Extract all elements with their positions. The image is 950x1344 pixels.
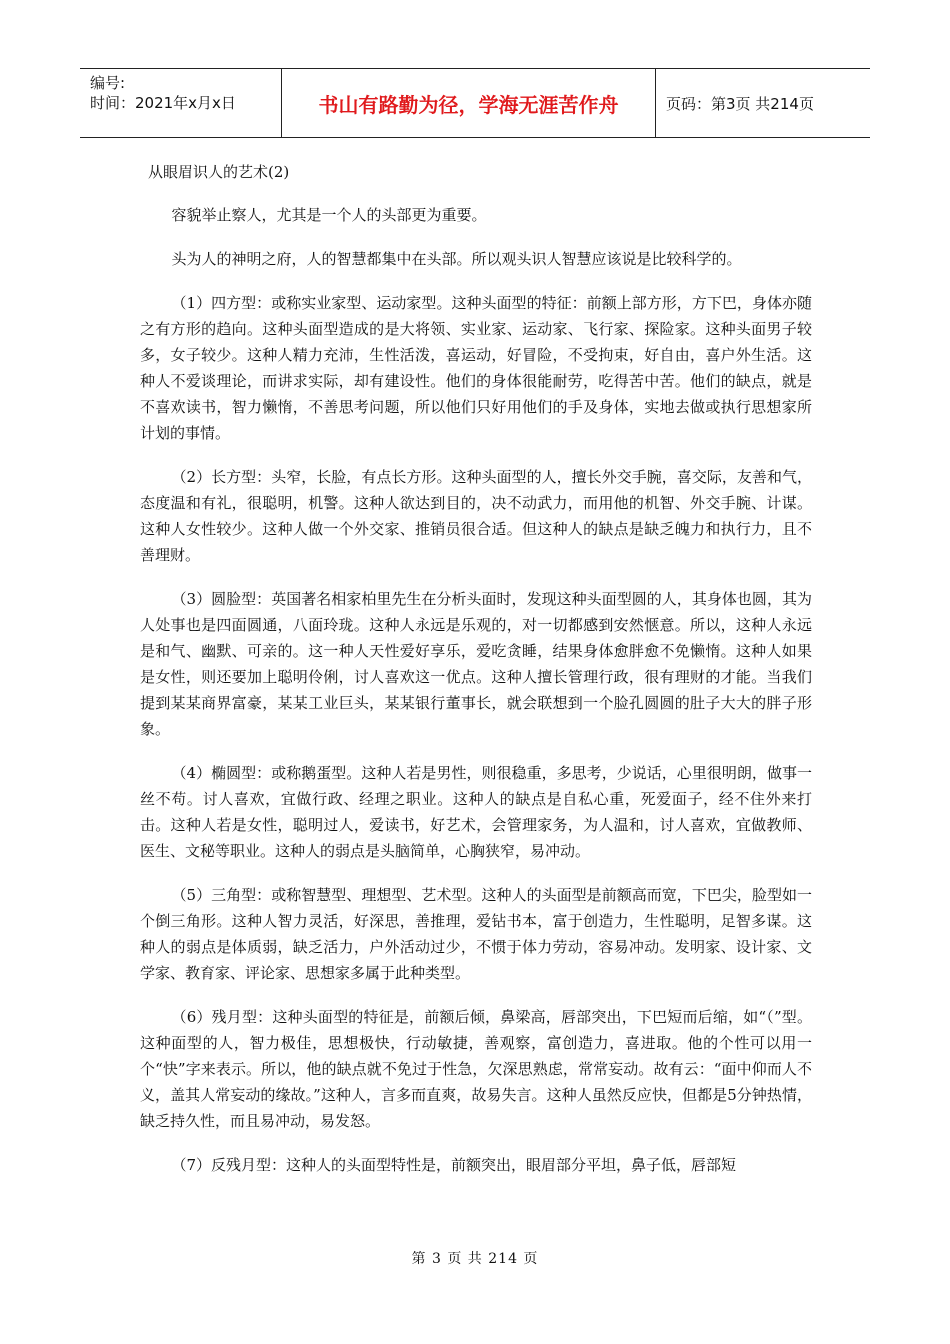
paragraph: （5）三角型：或称智慧型、理想型、艺术型。这种人的头面型是前额高而宽，下巴尖，脸型如一个倒三角形。这种人智力灵活，好深思，善推理，爱钻书本，富于创造力，生性聪明，足智多谋。这种人的弱点是体质弱，缺乏活力，户外活动过少，不惯于体力劳动，容易冲动。发明家、设计家、文学家、教育家、评论家、思想家多属于此种类型。 [140,886,812,982]
paragraph: （1）四方型：或称实业家型、运动家型。这种头面型的特征：前额上部方形，方下巴，身体亦随之有方形的趋向。这种头面型造成的是大将领、实业家、运动家、飞行家、探险家。这种头面男子较多，女子较少。这种人精力充沛，生性活泼，喜运动，好冒险，不受拘束，好自由，喜户外生活。这种人不爱谈理论，而讲求实际，却有建设性。他们的身体很能耐劳，吃得苦中苦。他们的缺点，就是不喜欢读书，智力懒惰，不善思考问题，所以他们只好用他们的手及身体，实地去做或执行思想家所计划的事情。 [140,294,812,442]
paragraph: （2）长方型：头窄，长脸，有点长方形。这种头面型的人，擅长外交手腕，喜交际，友善和气，态度温和有礼，很聪明，机警。这种人欲达到目的，决不动武力，而用他的机智、外交手腕、计谋。这种人女性较少。这种人做一个外交家、推销员很合适。但这种人的缺点是缺乏魄力和执行力，且不善理财。 [140,468,812,564]
paragraph: （4）椭圆型：或称鹅蛋型。这种人若是男性，则很稳重，多思考，少说话，心里很明朗，做事一丝不苟。讨人喜欢，宜做行政、经理之职业。这种人的缺点是自私心重，死爱面子，经不住外来打击。这种人若是女性，聪明过人，爱读书，好艺术，会管理家务，为人温和，讨人喜欢，宜做教师、医生、文秘等职业。这种人的弱点是头脑简单，心胸狭窄，易冲动。 [140,764,812,860]
page-footer [0,1248,950,1268]
page-code: 页码：第3页 共214页 [666,94,814,113]
date-line: 时间：2021年x月x日 [90,94,236,112]
header-page-cell [656,69,870,137]
number-label: 编号: [90,74,126,92]
paragraph: （7）反残月型：这种人的头面型特性是，前额突出，眼眉部分平坦，鼻子低，唇部短 [171,1156,737,1174]
paragraph: 头为人的神明之府，人的智慧都集中在头部。所以观头识人智慧应该说是比较科学的。 [171,250,742,268]
article-title: 从眼眉识人的艺术(2) [148,163,290,181]
paragraph: （6）残月型：这种头面型的特征是，前额后倾，鼻梁高，唇部突出，下巴短而后缩，如“（”型。这种面型的人，智力极佳，思想极快，行动敏捷，善观察，富创造力，喜进取。他的个性可以用一个“快”字来表示。所以，他的缺点就不免过于性急，欠深思熟虑，常常妄动。故有云：“面中仰而人不义，盖其人常妄动的缘故。”这种人，言多而直爽，故易失言。这种人虽然反应快，但都是5分钟热情，缺乏持久性，而且易冲动，易发怒。 [140,1008,812,1130]
header-meta-cell [80,69,282,137]
paragraph: 容貌举止察人，尤其是一个人的头部更为重要。 [171,206,487,224]
motto-text: 书山有路勤为径，学海无涯苦作舟 [318,92,619,117]
article-body [140,160,812,1196]
paragraph: （3）圆脸型：英国著名相家柏里先生在分析头面时，发现这种头面型圆的人，其身体也圆，其为人处事也是四面圆通，八面玲珑。这种人永远是乐观的，对一切都感到安然惬意。所以，这种人永远是和气、幽默、可亲的。这一种人天性爱好享乐，爱吃贪睡，结果身体愈胖愈不免懒惰。这种人如果是女性，则还要加上聪明伶俐，讨人喜欢这一优点。这种人擅长管理行政，很有理财的才能。当我们提到某某商界富豪，某某工业巨头，某某银行董事长，就会联想到一个脸孔圆圆的肚子大大的胖子形象。 [140,590,812,738]
header-motto-cell [282,69,656,137]
footer-page-number: 第 3 页 共 214 页 [411,1251,539,1267]
header-table [80,68,870,138]
